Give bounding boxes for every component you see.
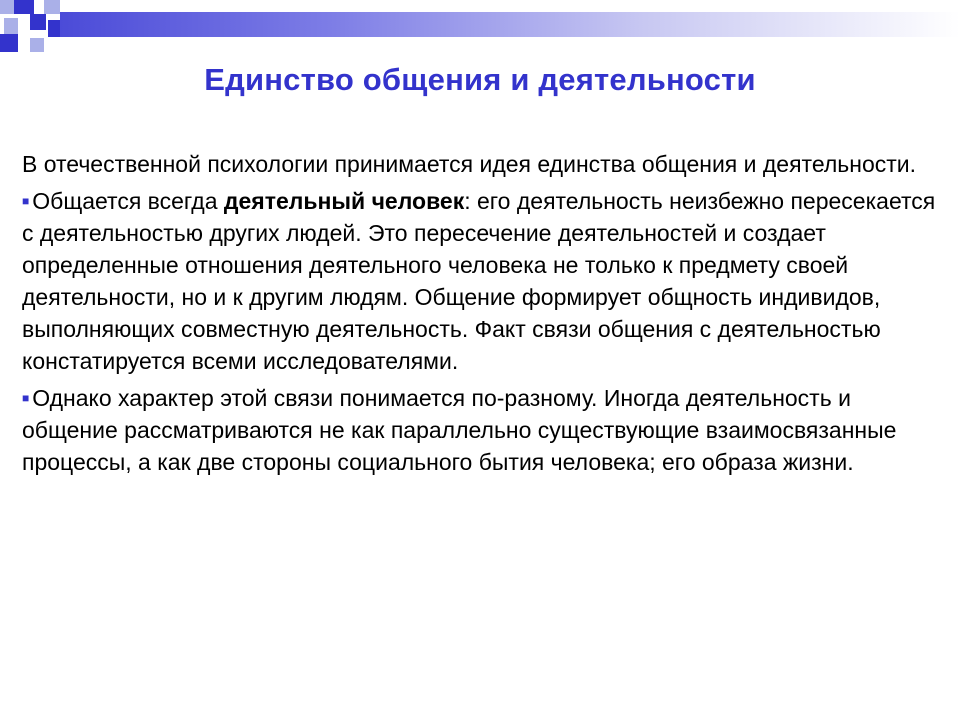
checker-square — [30, 14, 46, 30]
checker-square — [44, 0, 60, 14]
checker-square — [30, 38, 44, 52]
intro-paragraph: В отечественной психологии принимается идея единства общения и деятельности. — [22, 151, 917, 177]
checker-square — [0, 34, 18, 52]
top-gradient-band — [60, 12, 960, 37]
bullet2-text: Однако характер этой связи понимается по-разному. Иногда деятельность и общение рассматриваются не как параллельно существующие взаимосвязанные процессы, а как две стороны социального бытия человека; его образа жизни. — [22, 385, 897, 475]
slide-body — [22, 148, 952, 483]
bullet-square-icon: ■ — [22, 194, 30, 208]
slide-title: Единство общения и деятельности — [204, 62, 756, 97]
checker-square — [14, 0, 34, 14]
bullet-square-icon: ■ — [22, 391, 30, 405]
checker-square — [0, 0, 14, 14]
bullet-paragraph-2 — [22, 382, 952, 478]
bullet-paragraph-1 — [22, 185, 952, 377]
bullet1-bold: деятельный человек — [223, 188, 465, 214]
bullet1-post: : его деятельность неизбежно пересекается с деятельностью других людей. Это пересечение деятельностей и создает определенные отношения деятельного человека не только к предмету своей деятельности, но и к другим людям. Общение формирует общность индивидов, выполняющих совместную деятельность. Факт связи общения с деятельностью констатируется всеми исследователями. — [22, 188, 936, 374]
checker-square — [48, 20, 60, 37]
bullet1-pre: Общается всегда — [32, 188, 224, 214]
checker-square — [4, 18, 18, 34]
